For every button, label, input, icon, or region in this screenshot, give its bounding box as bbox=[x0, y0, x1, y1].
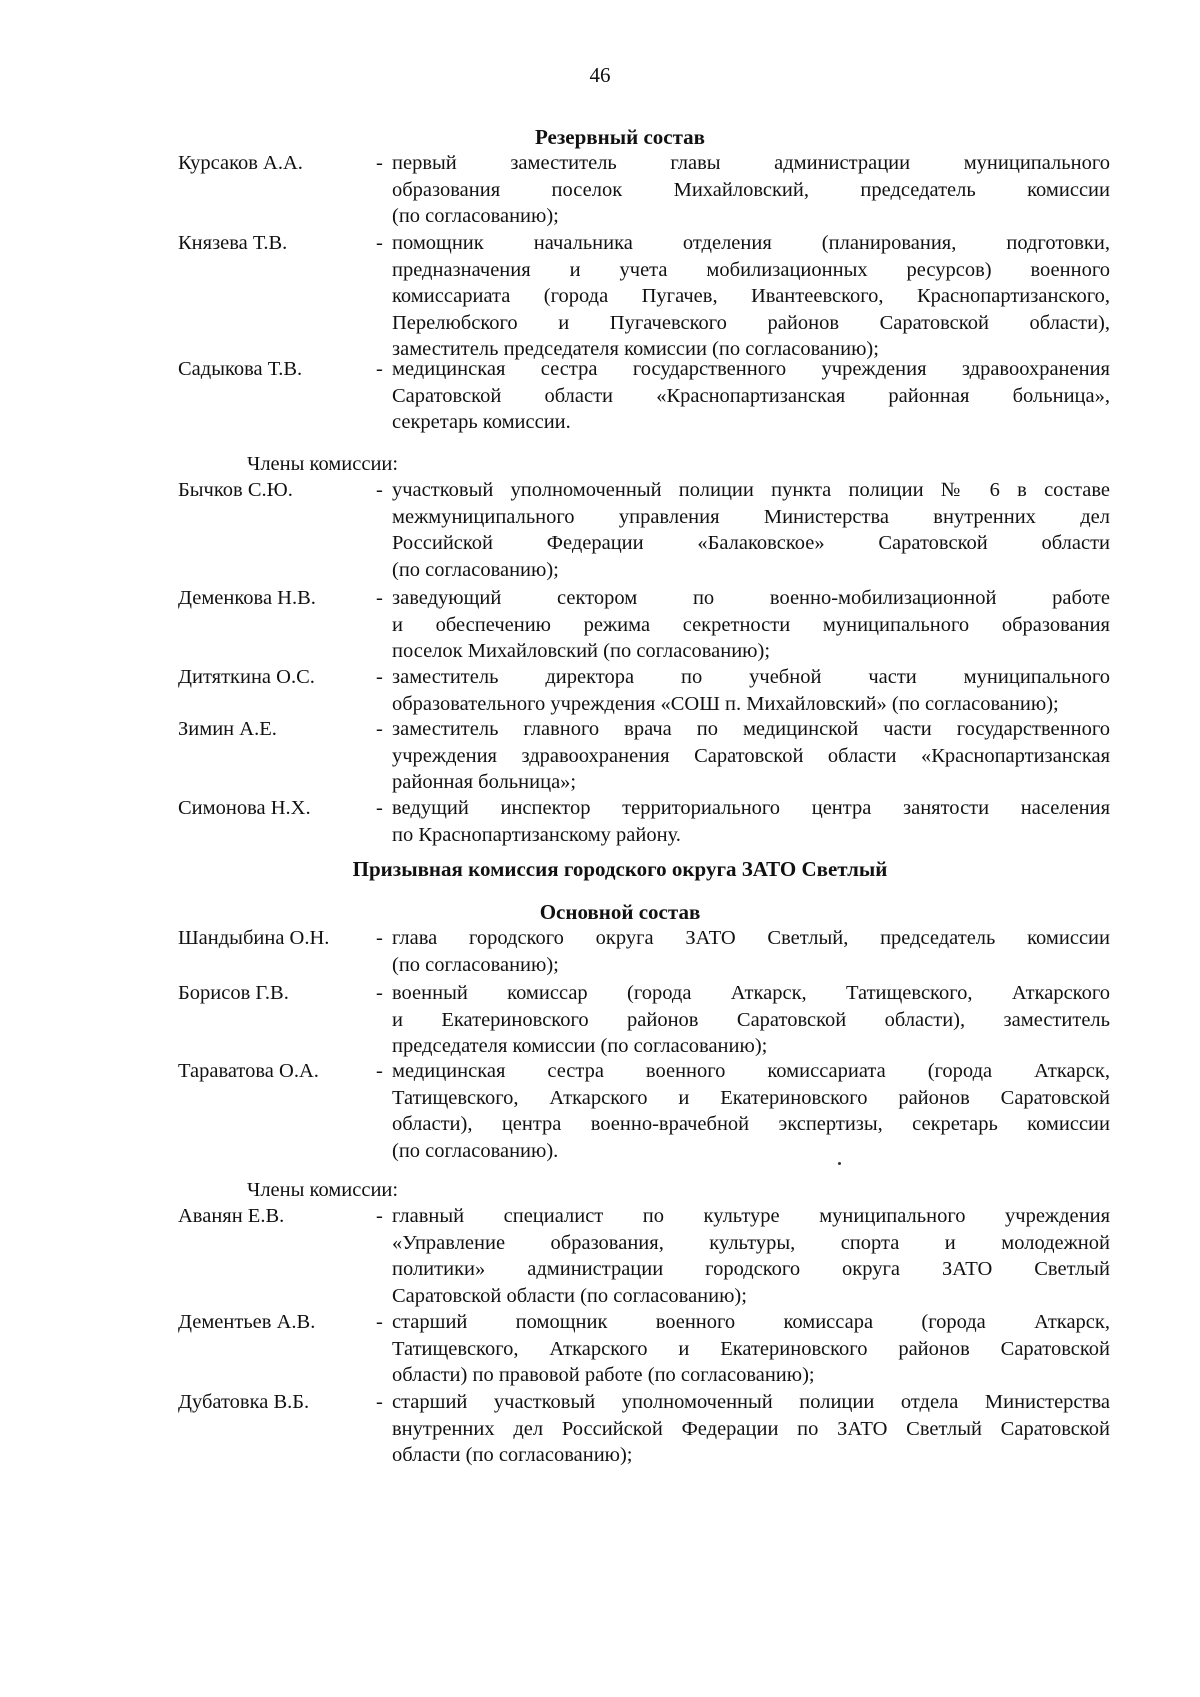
description-line: помощник начальника отделения (планирования, подготовки, bbox=[392, 232, 1110, 254]
member-name: Аванян Е.В. bbox=[178, 1205, 285, 1227]
list-dash: - bbox=[376, 1060, 383, 1082]
description-line: секретарь комиссии. bbox=[392, 411, 571, 434]
member-name: Зимин А.Е. bbox=[178, 718, 277, 740]
description-line: председателя комиссии (по согласованию); bbox=[392, 1035, 768, 1058]
member-description bbox=[392, 980, 1110, 1060]
description-line: образования поселок Михайловский, председатель комиссии bbox=[392, 178, 1110, 201]
description-line: (по согласованию); bbox=[392, 205, 559, 228]
description-line: области) по правовой работе (по согласованию); bbox=[392, 1364, 815, 1387]
description-line: Татищевского, Аткарского и Екатериновского районов Саратовской bbox=[392, 1086, 1110, 1109]
member-description bbox=[392, 356, 1110, 436]
list-dash: - bbox=[376, 152, 383, 174]
description-line: медицинская сестра государственного учреждения здравоохранения bbox=[392, 358, 1110, 380]
description-line: и Екатериновского районов Саратовской области), заместитель bbox=[392, 1008, 1110, 1031]
description-line: области (по согласованию); bbox=[392, 1444, 633, 1467]
description-line: Российской Федерации «Балаковское» Саратовской области bbox=[392, 532, 1110, 555]
description-line: заведующий сектором по военно-мобилизационной работе bbox=[392, 587, 1110, 609]
member-name: Садыкова Т.В. bbox=[178, 358, 303, 380]
list-dash: - bbox=[376, 927, 383, 949]
description-line: первый заместитель главы администрации муниципального bbox=[392, 152, 1110, 174]
member-description bbox=[392, 1389, 1110, 1469]
reserve-heading: Резервный состав bbox=[534, 125, 706, 149]
list-dash: - bbox=[376, 1391, 383, 1413]
members-label-reserve: Члены комиссии: bbox=[247, 453, 399, 475]
description-line: области), центра военно-врачебной экспертизы, секретарь комиссии bbox=[392, 1113, 1110, 1136]
description-line: участковый уполномоченный полиции пункта полиции № 6 в составе bbox=[392, 479, 1110, 501]
member-name: Дементьев А.В. bbox=[178, 1311, 316, 1333]
list-dash: - bbox=[376, 666, 383, 688]
description-line: Перелюбского и Пугачевского районов Саратовской области), bbox=[392, 311, 1110, 334]
description-line: образовательного учреждения «СОШ п. Михайловский» (по согласованию); bbox=[392, 692, 1059, 715]
member-description bbox=[392, 1203, 1110, 1309]
members-label-main: Члены комиссии: bbox=[247, 1179, 399, 1201]
description-line: межмуниципального управления Министерства внутренних дел bbox=[392, 505, 1110, 528]
main-heading: Основной состав bbox=[539, 900, 701, 924]
member-name: Тараватова О.А. bbox=[178, 1060, 319, 1082]
description-line: и обеспечению режима секретности муниципального образования bbox=[392, 613, 1110, 636]
member-description bbox=[392, 150, 1110, 230]
description-line: заместитель председателя комиссии (по согласованию); bbox=[392, 338, 879, 361]
member-name: Дитяткина О.С. bbox=[178, 666, 315, 688]
description-line: поселок Михайловский (по согласованию); bbox=[392, 640, 771, 663]
member-name: Курсаков А.А. bbox=[178, 152, 303, 174]
description-line: комиссариата (города Пугачев, Ивантеевского, Краснопартизанского, bbox=[392, 285, 1110, 308]
scan-speck bbox=[838, 1162, 841, 1165]
list-dash: - bbox=[376, 232, 383, 254]
member-description bbox=[392, 477, 1110, 583]
member-description bbox=[392, 1309, 1110, 1389]
list-dash: - bbox=[376, 358, 383, 380]
page-number: 46 bbox=[589, 63, 611, 87]
list-dash: - bbox=[376, 982, 383, 1004]
list-dash: - bbox=[376, 1205, 383, 1227]
description-line: заместитель главного врача по медицинской части государственного bbox=[392, 718, 1110, 740]
member-description bbox=[392, 925, 1110, 978]
description-line: Саратовской области (по согласованию); bbox=[392, 1284, 747, 1307]
list-dash: - bbox=[376, 718, 383, 740]
description-line: внутренних дел Российской Федерации по ЗАТО Светлый Саратовской bbox=[392, 1417, 1110, 1440]
list-dash: - bbox=[376, 1311, 383, 1333]
member-name: Бычков С.Ю. bbox=[178, 479, 293, 501]
member-description bbox=[392, 795, 1110, 848]
description-line: политики» администрации городского округа ЗАТО Светлый bbox=[392, 1258, 1110, 1281]
list-dash: - bbox=[376, 587, 383, 609]
description-line: главный специалист по культуре муниципального учреждения bbox=[392, 1205, 1110, 1227]
description-line: Саратовской области «Краснопартизанская районная больница», bbox=[392, 384, 1110, 407]
description-line: медицинская сестра военного комиссариата (города Аткарск, bbox=[392, 1060, 1110, 1082]
member-description bbox=[392, 230, 1110, 363]
member-description bbox=[392, 716, 1110, 796]
description-line: ведущий инспектор территориального центра занятости населения bbox=[392, 797, 1110, 819]
description-line: заместитель директора по учебной части муниципального bbox=[392, 666, 1110, 688]
member-name: Деменкова Н.В. bbox=[178, 587, 316, 609]
description-line: «Управление образования, культуры, спорта и молодежной bbox=[392, 1231, 1110, 1254]
description-line: старший участковый уполномоченный полиции отдела Министерства bbox=[392, 1391, 1110, 1413]
description-line: Татищевского, Аткарского и Екатериновского районов Саратовской bbox=[392, 1337, 1110, 1360]
description-line: (по согласованию). bbox=[392, 1139, 559, 1162]
description-line: предназначения и учета мобилизационных ресурсов) военного bbox=[392, 258, 1110, 281]
list-dash: - bbox=[376, 479, 383, 501]
member-name: Симонова Н.Х. bbox=[178, 797, 311, 819]
description-line: (по согласованию); bbox=[392, 558, 559, 581]
description-line: глава городского округа ЗАТО Светлый, председатель комиссии bbox=[392, 927, 1110, 949]
list-dash: - bbox=[376, 797, 383, 819]
commission-title: Призывная комиссия городского округа ЗАТО Светлый bbox=[352, 857, 888, 881]
member-name: Дубатовка В.Б. bbox=[178, 1391, 310, 1413]
description-line: старший помощник военного комиссара (города Аткарск, bbox=[392, 1311, 1110, 1333]
member-name: Князева Т.В. bbox=[178, 232, 288, 254]
description-line: районная больница»; bbox=[392, 771, 577, 794]
description-line: по Краснопартизанскому району. bbox=[392, 823, 681, 846]
member-name: Борисов Г.В. bbox=[178, 982, 289, 1004]
description-line: (по согласованию); bbox=[392, 953, 559, 976]
member-description bbox=[392, 585, 1110, 665]
description-line: военный комиссар (города Аткарск, Татищевского, Аткарского bbox=[392, 982, 1110, 1004]
description-line: учреждения здравоохранения Саратовской области «Краснопартизанская bbox=[392, 744, 1110, 767]
member-name: Шандыбина О.Н. bbox=[178, 927, 330, 949]
member-description bbox=[392, 664, 1110, 717]
member-description bbox=[392, 1058, 1110, 1164]
